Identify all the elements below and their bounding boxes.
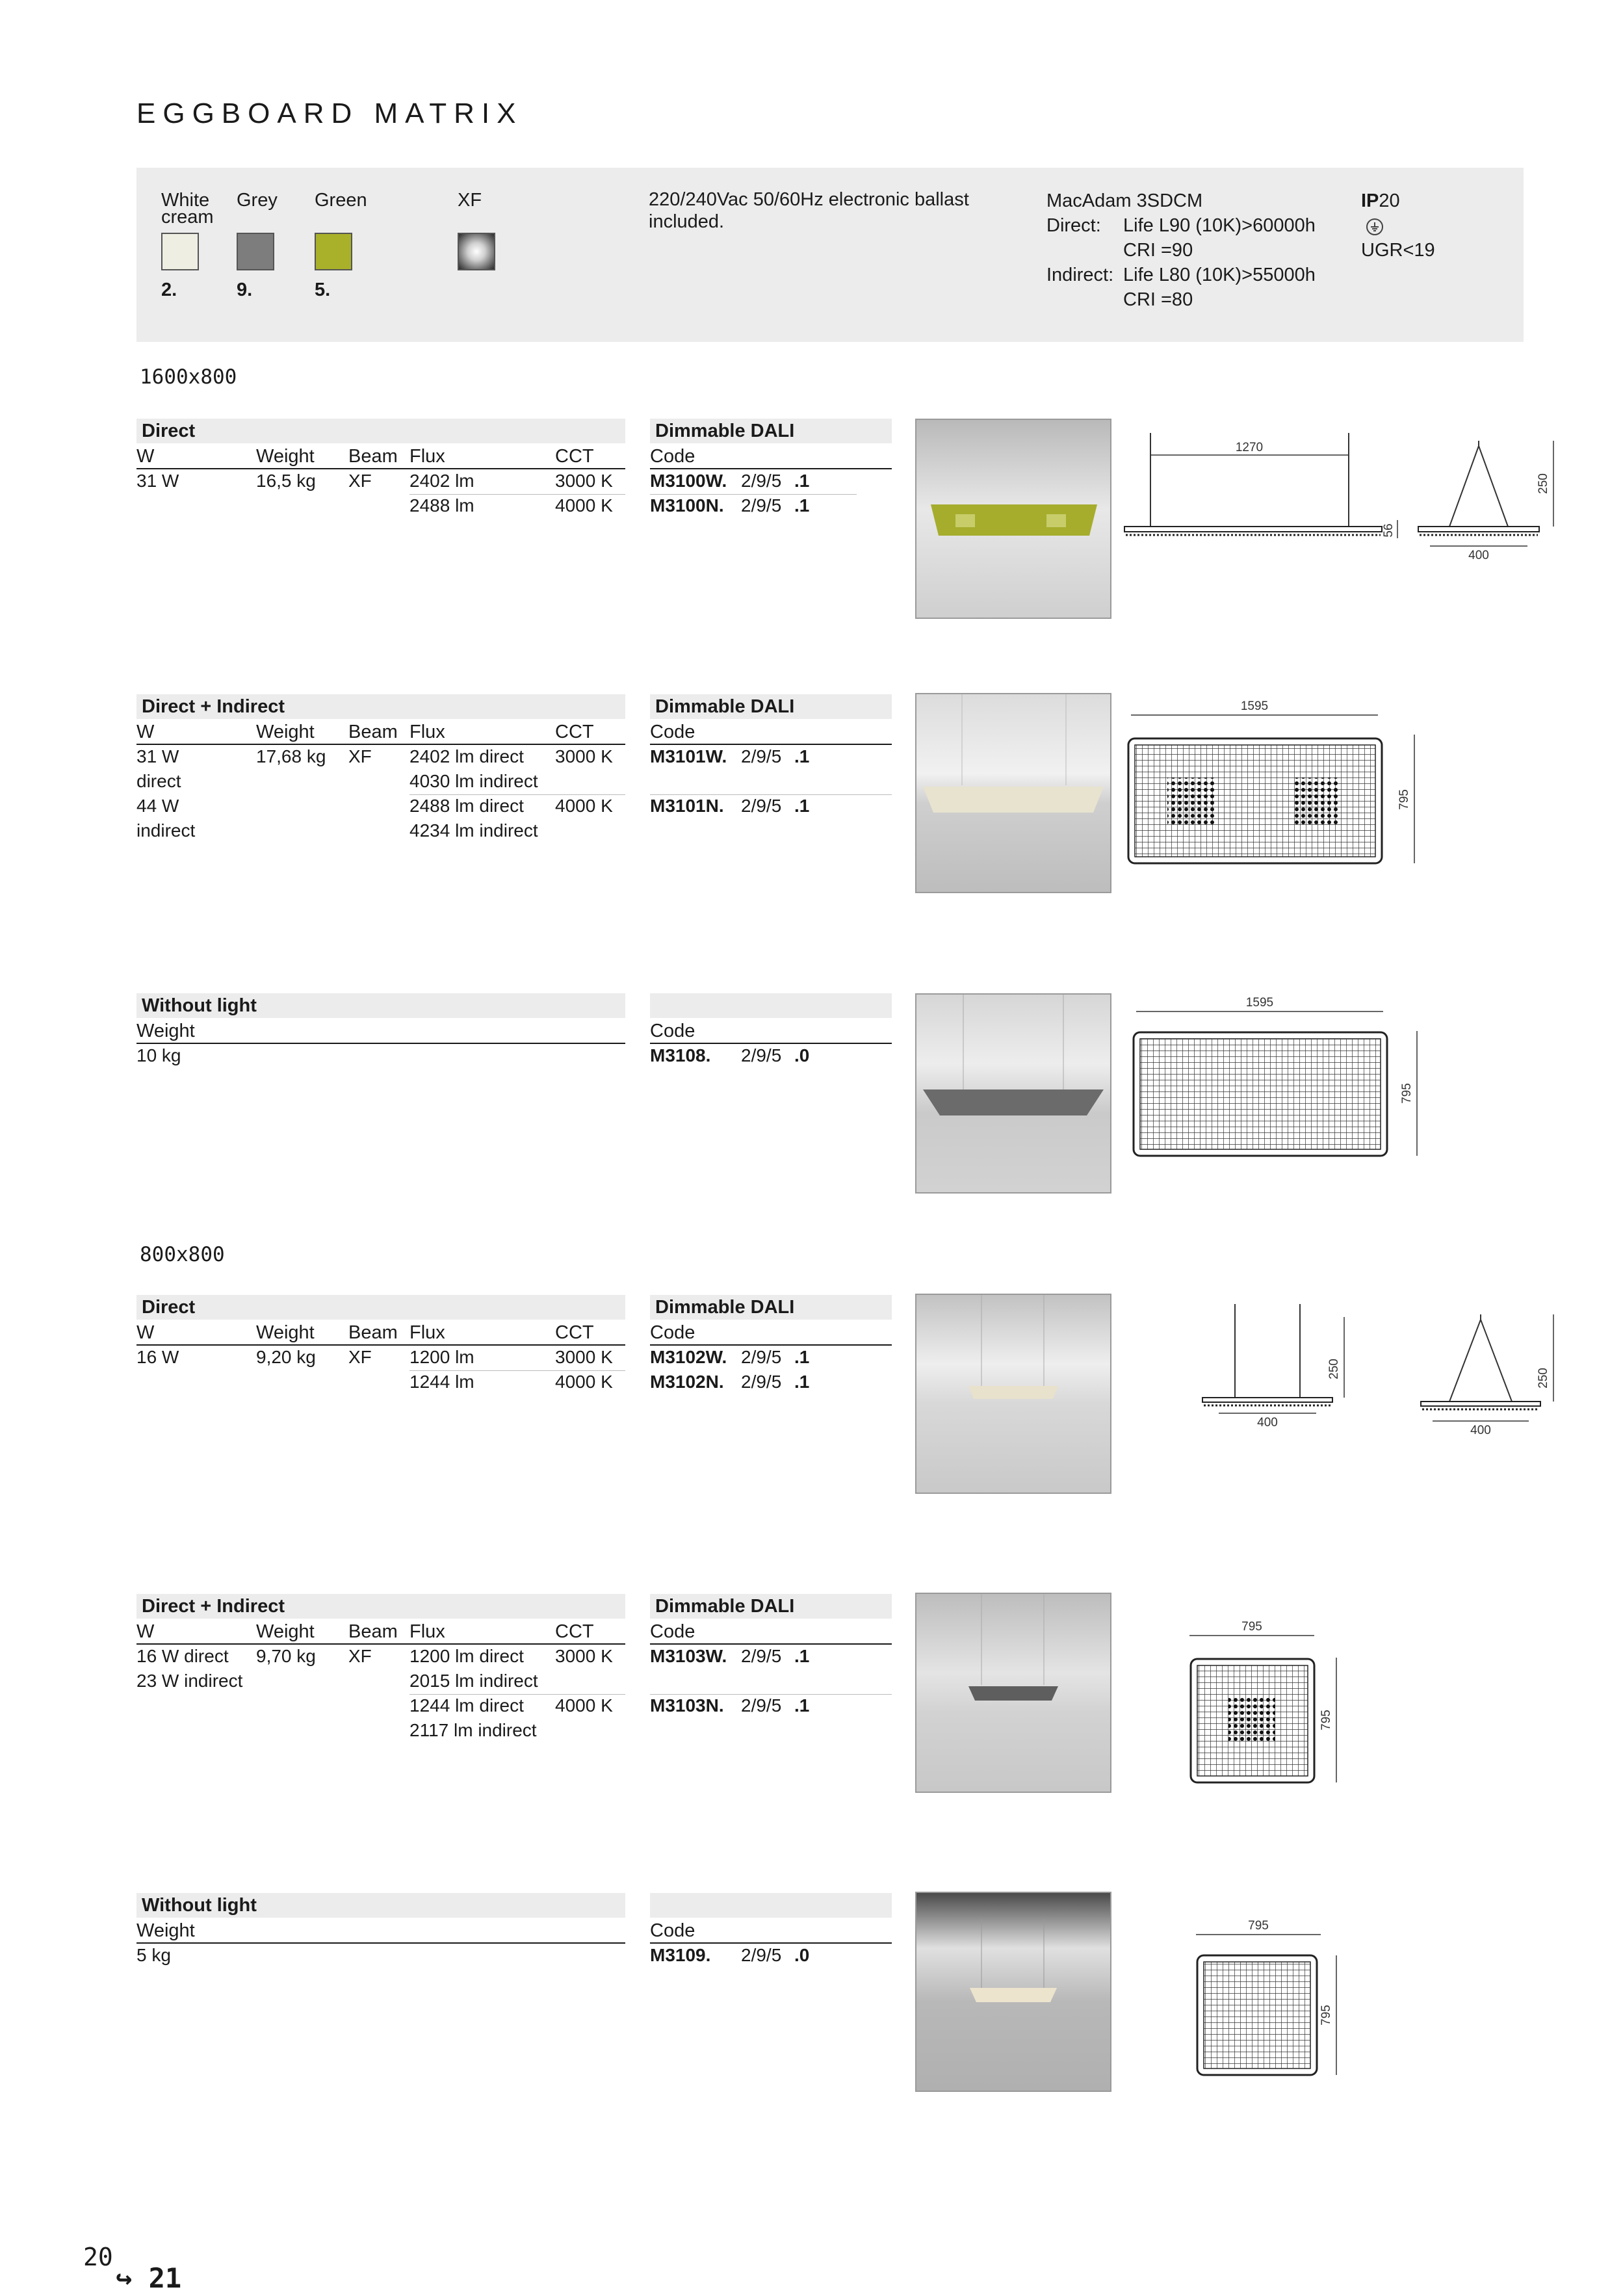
direct-cri: CRI =90	[1123, 240, 1193, 261]
product-photo-m3108	[915, 993, 1111, 1194]
header-flux: Flux	[409, 722, 445, 742]
indirect-life: Life L80 (10K)>55000h	[1123, 265, 1316, 285]
color-label-green: Green	[315, 190, 367, 211]
value-cct: 4000 K	[555, 1695, 613, 1715]
value-flux: 2402 lm	[409, 471, 474, 491]
row-divider	[409, 1694, 625, 1695]
row-divider	[409, 1370, 625, 1371]
code-suffix: 2/9/5	[741, 1347, 782, 1367]
section-2-title: Direct + Indirect	[136, 694, 625, 719]
divider	[650, 744, 892, 745]
value-flux: 1244 lm direct	[409, 1695, 524, 1715]
color-label-xf: XF	[458, 190, 482, 211]
product-code: M3101N.	[650, 796, 724, 816]
value-cct: 3000 K	[555, 471, 613, 491]
code-suffix: 2/9/5	[741, 1045, 782, 1065]
row-divider	[409, 794, 625, 795]
code-end: .1	[794, 1646, 810, 1666]
code-suffix: 2/9/5	[741, 495, 782, 515]
value-w: 31 W	[136, 471, 179, 491]
code-suffix: 2/9/5	[741, 471, 782, 491]
dim-depth: 400	[1470, 1424, 1491, 1437]
divider	[650, 468, 892, 469]
divider	[650, 1942, 892, 1944]
dim-width: 1595	[1240, 699, 1269, 713]
divider	[136, 1043, 625, 1044]
code-end: .1	[794, 796, 810, 816]
dim-depth: 795	[1319, 1710, 1333, 1730]
size-heading-800x800: 800x800	[140, 1243, 225, 1266]
value-weight: 9,20 kg	[256, 1347, 316, 1367]
ip-label: IP	[1361, 190, 1379, 211]
value-flux: 4234 lm indirect	[409, 820, 538, 841]
direct-life: Life L90 (10K)>60000h	[1123, 215, 1316, 236]
swatch-white-cream	[161, 233, 199, 270]
value-flux: 4030 lm indirect	[409, 771, 538, 791]
row-divider	[650, 494, 857, 495]
value-beam: XF	[348, 1347, 372, 1367]
ip-value: 20	[1379, 190, 1400, 211]
header-code: Code	[650, 1021, 695, 1041]
dim-depth: 795	[1400, 1083, 1414, 1104]
value-weight: 9,70 kg	[256, 1646, 316, 1666]
dim-depth: 795	[1319, 2005, 1333, 2026]
code-end: .1	[794, 1695, 810, 1715]
color-label-grey: Grey	[237, 190, 278, 211]
swatch-xf-icon	[458, 233, 495, 270]
header-weight: Weight	[256, 446, 315, 467]
row-divider	[650, 1694, 892, 1695]
header-beam: Beam	[348, 1322, 398, 1343]
size-heading-1600x800: 1600x800	[140, 365, 237, 389]
drawing-side-m3102	[1202, 1304, 1566, 1447]
header-weight: Weight	[136, 1021, 195, 1041]
product-code: M3101W.	[650, 746, 727, 766]
header-weight: Weight	[256, 1621, 315, 1642]
code-suffix: 2/9/5	[741, 796, 782, 816]
ip-rating	[1361, 189, 1400, 213]
value-beam: XF	[348, 746, 372, 766]
value-cct: 3000 K	[555, 1347, 613, 1367]
dim-depth: 400	[1257, 1416, 1278, 1429]
section-6-bar	[650, 1893, 892, 1918]
product-photo-m3100	[915, 419, 1111, 619]
page-number: 20	[83, 2243, 113, 2271]
divider	[136, 1942, 625, 1944]
dim-depth: 795	[1397, 789, 1411, 810]
divider	[136, 468, 625, 469]
product-code: M3108.	[650, 1045, 711, 1065]
header-cct: CCT	[555, 446, 594, 467]
code-suffix: 2/9/5	[741, 1646, 782, 1666]
row-divider	[409, 494, 625, 495]
header-weight: Weight	[256, 1322, 315, 1343]
code-end: .0	[794, 1945, 810, 1965]
header-code: Code	[650, 446, 695, 467]
code-suffix: 2/9/5	[741, 1945, 782, 1965]
swatch-grey	[237, 233, 274, 270]
header-weight: Weight	[256, 722, 315, 742]
value-flux: 2488 lm direct	[409, 796, 524, 816]
value-w-type: direct	[136, 771, 181, 791]
header-flux: Flux	[409, 1322, 445, 1343]
value-cct: 3000 K	[555, 1646, 613, 1666]
drawing-top-m3103	[1187, 1612, 1369, 1788]
divider	[136, 1344, 625, 1346]
value-flux: 1200 lm	[409, 1347, 474, 1367]
code-end: .1	[794, 471, 810, 491]
header-code: Code	[650, 1322, 695, 1343]
drawing-top-m3109	[1193, 1911, 1369, 2087]
header-code: Code	[650, 1621, 695, 1642]
product-code: M3100W.	[650, 471, 727, 491]
dim-suspension: 250	[1327, 1359, 1341, 1379]
value-w: 16 W	[136, 1347, 179, 1367]
row-divider	[650, 794, 892, 795]
product-photo-m3109	[915, 1892, 1111, 2092]
section-5-title: Direct + Indirect	[136, 1594, 625, 1619]
header-w: W	[136, 722, 155, 742]
ground-icon	[1366, 218, 1383, 235]
code-suffix: 2/9/5	[741, 1695, 782, 1715]
header-w: W	[136, 446, 155, 467]
value-weight: 17,68 kg	[256, 746, 326, 766]
page-title: EGGBOARD MATRIX	[136, 98, 523, 129]
product-photo-m3103	[915, 1593, 1111, 1793]
value-weight: 10 kg	[136, 1045, 181, 1065]
divider	[650, 1643, 892, 1645]
code-suffix: 2/9/5	[741, 1372, 782, 1392]
macadam-text: MacAdam 3SDCM	[1046, 190, 1203, 211]
value-weight: 16,5 kg	[256, 471, 316, 491]
product-photo-m3102	[915, 1294, 1111, 1494]
value-cct: 4000 K	[555, 1372, 613, 1392]
divider	[650, 1344, 892, 1346]
header-cct: CCT	[555, 1322, 594, 1343]
section-6-title: Without light	[136, 1893, 625, 1918]
dim-height: 56	[1382, 523, 1396, 538]
dim-width: 1270	[1235, 441, 1264, 454]
dim-width: 795	[1241, 1620, 1262, 1634]
color-code-grey: 9.	[237, 280, 253, 300]
header-beam: Beam	[348, 722, 398, 742]
product-code: M3109.	[650, 1945, 711, 1965]
section-2-dimmable: Dimmable DALI	[650, 694, 892, 719]
value-w: 44 W	[136, 796, 179, 816]
product-photo-m3101	[915, 693, 1111, 893]
color-code-white: 2.	[161, 280, 177, 300]
drawing-top-m3108	[1130, 992, 1414, 1168]
section-4-dimmable: Dimmable DALI	[650, 1295, 892, 1320]
value-flux: 1244 lm	[409, 1372, 474, 1392]
header-flux: Flux	[409, 1621, 445, 1642]
product-code: M3102W.	[650, 1347, 727, 1367]
header-w: W	[136, 1621, 155, 1642]
product-code: M3100N.	[650, 495, 724, 515]
divider	[136, 1643, 625, 1645]
value-flux: 2488 lm	[409, 495, 474, 515]
code-end: .0	[794, 1045, 810, 1065]
value-flux: 2015 lm indirect	[409, 1671, 538, 1691]
dim-depth: 400	[1468, 549, 1489, 562]
code-end: .1	[794, 1372, 810, 1392]
product-code: M3103N.	[650, 1695, 724, 1715]
value-cct: 4000 K	[555, 796, 613, 816]
swatch-green	[315, 233, 352, 270]
header-beam: Beam	[348, 446, 398, 467]
product-code: M3103W.	[650, 1646, 727, 1666]
section-4-title: Direct	[136, 1295, 625, 1320]
dim-width: 795	[1248, 1919, 1269, 1933]
indirect-label: Indirect:	[1046, 265, 1114, 285]
header-beam: Beam	[348, 1621, 398, 1642]
divider	[136, 744, 625, 745]
dim-width: 1595	[1245, 996, 1274, 1010]
code-end: .1	[794, 1347, 810, 1367]
header-weight: Weight	[136, 1920, 195, 1941]
product-code: M3102N.	[650, 1372, 724, 1392]
code-end: .1	[794, 746, 810, 766]
color-code-green: 5.	[315, 280, 331, 300]
value-cct: 3000 K	[555, 746, 613, 766]
section-5-dimmable: Dimmable DALI	[650, 1594, 892, 1619]
direct-label: Direct:	[1046, 215, 1101, 236]
section-3-bar	[650, 993, 892, 1018]
ballast-text: 220/240Vac 50/60Hz electronic ballast included.	[649, 189, 969, 232]
header-code: Code	[650, 722, 695, 742]
value-weight: 5 kg	[136, 1945, 171, 1965]
value-w: 23 W indirect	[136, 1671, 243, 1691]
code-end: .1	[794, 495, 810, 515]
dim-suspension: 250	[1537, 1368, 1550, 1389]
value-beam: XF	[348, 1646, 372, 1666]
header-cct: CCT	[555, 722, 594, 742]
value-w-type: indirect	[136, 820, 196, 841]
dim-suspension: 250	[1537, 473, 1550, 494]
section-1-dimmable: Dimmable DALI	[650, 419, 892, 443]
value-beam: XF	[348, 471, 372, 491]
header-flux: Flux	[409, 446, 445, 467]
value-flux: 1200 lm direct	[409, 1646, 524, 1666]
divider	[650, 1043, 892, 1044]
next-page-link[interactable]: ↪ 21	[116, 2262, 182, 2294]
header-code: Code	[650, 1920, 695, 1941]
value-flux: 2117 lm indirect	[409, 1720, 537, 1740]
drawing-top-m3101	[1124, 696, 1411, 871]
ugr-text: UGR<19	[1361, 240, 1435, 261]
color-label-white: White cream	[161, 190, 214, 228]
section-1-title: Direct	[136, 419, 625, 443]
value-flux: 2402 lm direct	[409, 746, 524, 766]
header-w: W	[136, 1322, 155, 1343]
value-w: 31 W	[136, 746, 179, 766]
section-3-title: Without light	[136, 993, 625, 1018]
drawing-side-m3100	[1124, 429, 1550, 572]
value-w: 16 W direct	[136, 1646, 229, 1666]
header-cct: CCT	[555, 1621, 594, 1642]
code-suffix: 2/9/5	[741, 746, 782, 766]
indirect-cri: CRI =80	[1123, 289, 1193, 310]
value-cct: 4000 K	[555, 495, 613, 515]
